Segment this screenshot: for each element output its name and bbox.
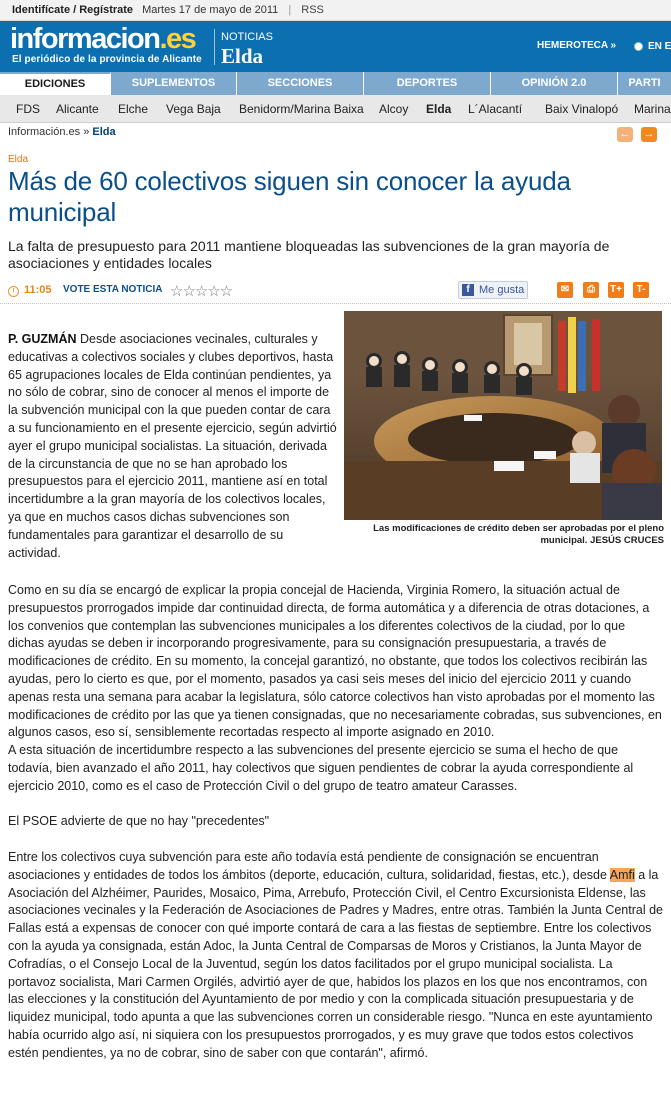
logo-tld: .es [159,23,196,55]
article-paragraph: Como en su día se encargó de explicar la propia concejal de Hacienda, Virginia Romero, la situación actual de presupuestos prorrogados impide dar continuidad directa, de forma automática y a diferencia de otras dotaciones, a los convenios que contemplan las subvenciones municipales a los diferentes colectivos de la ciudad, por lo que dichas ayudas se deben ir incorporando progresivamente, para su consignación presupuestaria, a través de modificaciones de crédito. En su momento, la concejal garantizó, no obstante, que todos los colectivos recibirán las ayudas, pero lo cierto es que, por el momento, pasados ya casi seis meses del inicio del ejercicio 2011 y cuando apenas resta una semana para acabar la legislatura, sólo catorce colectivos han visto aprobadas por el momento las modificaciones de crédito por las que ya tienen consignadas, que no necesariamente cobradas, sus subvenciones, en algunos casos, eso sí, sensiblemente recortadas respecto al importe asignado en 2010. [8,583,662,740]
article-lead [8,331,338,562]
email-icon[interactable]: ✉ [557,282,573,298]
facebook-like-label: Me gusta [479,284,525,296]
login-link[interactable]: Identifícate / Regístrate [12,4,134,16]
rss-link[interactable]: RSS [301,4,324,16]
photo-credit: JESÚS CRUCES [590,535,664,546]
site-logo[interactable] [10,23,195,55]
subnav-item-baix-vinalopo[interactable]: Baix Vinalopó [545,102,619,116]
article-byline: P. GUZMÁN [8,332,77,346]
article-title: Más de 60 colectivos siguen sin conocer la ayuda municipal [8,166,571,227]
article-lead-text: Desde asociaciones vecinales, culturales y educativas a colectivos sociales y clubes deportivos, hasta 65 agrupaciones locales de Elda continúan pendientes, ya no sólo de cobrar, sino de conocer al menos el importe de la subvención municipal con la que pueden contar de cara a su funcionamiento en el presente ejercicio, según advirtió ayer el grupo municipal socialistas. La situación, derivada de la circunstancia de que no se han aprobado los presupuestos para el ejercicio 2011, mantiene así en total incertidumbre a la gran mayoría de los colectivos locales, ya que en muchos casos dichas subvenciones son fundamentales para garantizar el desarrollo de su actividad. [8,332,337,560]
photo-caption-text: Las modificaciones de crédito deben ser aprobadas por el pleno municipal. [373,523,664,546]
breadcrumb-home[interactable]: Información.es [8,126,81,138]
logo-tagline: El periódico de la provincia de Alicante [12,54,202,65]
subnav-item-elche[interactable]: Elche [118,102,149,116]
font-increase-icon[interactable]: T+ [608,282,624,298]
subnav-item-alcoy[interactable]: Alcoy [379,102,409,116]
clock-icon [8,286,19,297]
article-time: 11:05 [24,284,52,296]
hemeroteca-link[interactable]: HEMEROTECA » [537,40,617,51]
article-paragraph-final [8,849,663,1063]
print-icon[interactable]: ⎙ [583,282,599,298]
vote-label: VOTE ESTA NOTICIA [63,284,163,295]
article-section-label[interactable]: Elda [8,154,29,165]
photo-caption [344,523,664,547]
council-meeting-image [344,311,662,520]
previous-article-arrow-icon[interactable]: ← [617,127,633,142]
final-text-end: a la Asociación del Alzhéimer, Paurides, Mosaico, Pima, Arrebufo, Protección Civil, el Centro Excursionista Eldense, las asociaciones vecinales y la Federación de Asociaciones de Padres y Madres, entre otras. También la Junta Central de Fallas está a expensas de conocer con qué importe contará de cara a las fiestas de septiembre. Entre los colectivos con la ayuda ya consignada, están Adoc, la Junta Central de Comparsas de Moros y Cristianos, la Junta Mayor de Cofradías, o el Consejo Local de la Juventud, según los datos facilitados por el grupo municipal socialista. La portavoz socialista, Mari Carmen Orgilés, advirtió ayer de que, habidos los plazos en los que nos encontramos, con las elecciones y la constitución del Ayuntamiento de por medio y con la complicada situación presupuestaria y de liquidez municipal, todo apunta a que las subvenciones corren un considerable riesgo. "Nunca en este ayuntamiento había ocurrido algo así, ni siquiera con los presupuestos prorrogados, y es muy grave que todos estos colectivos estén pendientes, ya no de cobrar, sino de saber con que contarán", afirmó. [8,867,663,1060]
rating-stars[interactable]: ☆☆☆☆☆ [170,283,233,300]
search-scope-radio[interactable] [634,42,643,51]
final-text-start: Entre los colectivos cuya subvención para este año todavía está pendiente de consignación se encuentran asociaciones y entidades de todos los ámbitos (deporte, educación, cultura, solidaridad, fiestas, etc.), desde [8,849,610,882]
tab-suplementos[interactable]: SUPLEMENTOS [111,72,237,95]
article-intertitle: El PSOE advierte de que no hay "precedentes" [8,814,270,829]
article-subtitle: La falta de presupuesto para 2011 mantiene bloqueadas las subvenciones de la gran mayoría de asociaciones y entidades locales [8,238,610,271]
header-section-label: NOTICIAS [221,31,273,43]
subnav-item-fds[interactable]: FDS [16,102,40,116]
main-tabs [0,72,671,95]
logo-main: informacion [10,23,160,55]
article-body [8,582,663,1063]
topbar-separator: | [288,4,292,16]
highlighted-word: Amfi [609,867,635,882]
facebook-like-button[interactable] [458,281,528,299]
current-date: Martes 17 de mayo de 2011 [142,4,279,16]
subnav-item-benidorm[interactable]: Benidorm/Marina Baixa [239,102,364,116]
header-divider [214,29,215,65]
facebook-icon: f [462,284,474,296]
subnav-item-alicante[interactable]: Alicante [56,102,99,116]
search-scope-label: EN E [648,41,671,52]
subnav-item-elda[interactable]: Elda [426,102,452,116]
tab-ediciones[interactable]: EDICIONES [0,72,111,95]
header-city: Elda [221,44,264,68]
article-paragraph: A esta situación de incertidumbre respecto a las subvenciones del presente ejercicio se suma el hecho de que todavía, bien avanzado el año 2011, hay colectivos que siguen pendientes de cobrar la ayuda correspondiente al ejercicio 2010, como es el caso de Protección Civil o del grupo de teatro amateur Carasses. [8,743,634,793]
article-toolbar [0,278,671,304]
tab-secciones[interactable]: SECCIONES [237,72,364,95]
top-bar [0,0,671,21]
tab-deportes[interactable]: DEPORTES [364,72,491,95]
breadcrumb-separator: » [83,126,90,138]
subnav-item-vega-baja[interactable]: Vega Baja [166,102,221,116]
subnav-item-marina[interactable]: Marina [634,102,671,116]
edition-subnav [0,95,671,123]
tab-opinion[interactable]: OPINIÓN 2.0 [491,72,618,95]
breadcrumb [8,126,116,138]
next-article-arrow-icon[interactable]: → [641,127,657,142]
subnav-item-lalacanti[interactable]: L´Alacantí [468,102,523,116]
breadcrumb-current[interactable]: Elda [92,126,116,138]
font-decrease-icon[interactable]: T- [633,282,649,298]
tab-participa[interactable]: PARTI [628,77,661,89]
site-header [0,21,671,72]
article-photo [344,311,662,520]
